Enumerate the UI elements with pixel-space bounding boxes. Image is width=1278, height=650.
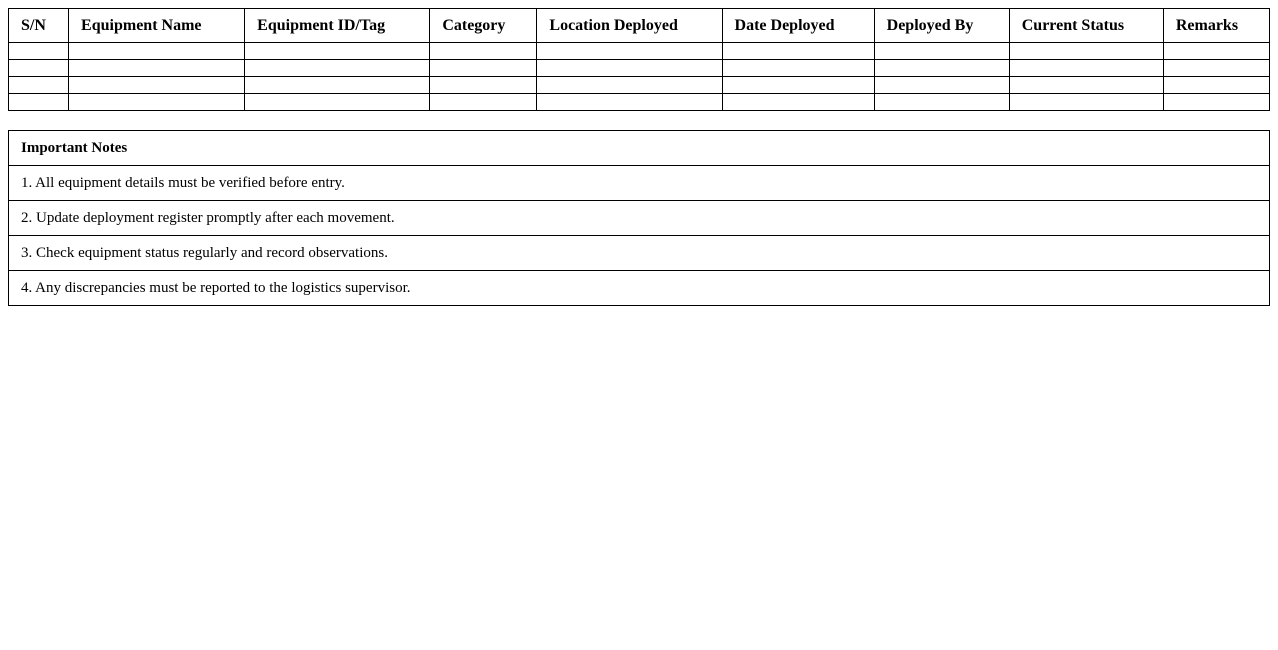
- table-cell[interactable]: [69, 43, 245, 60]
- table-row: [9, 43, 1270, 60]
- table-row: [9, 60, 1270, 77]
- note-item: 3. Check equipment status regularly and record observations.: [9, 236, 1270, 271]
- table-cell[interactable]: [245, 43, 430, 60]
- column-header-equipment-id-tag: Equipment ID/Tag: [245, 9, 430, 43]
- table-cell[interactable]: [245, 94, 430, 111]
- table-cell[interactable]: [69, 94, 245, 111]
- table-cell[interactable]: [1009, 77, 1163, 94]
- notes-row: [9, 166, 1270, 201]
- table-cell[interactable]: [430, 77, 537, 94]
- note-item: 2. Update deployment register promptly after each movement.: [9, 201, 1270, 236]
- table-cell[interactable]: [430, 60, 537, 77]
- table-cell[interactable]: [1163, 43, 1269, 60]
- table-cell[interactable]: [874, 43, 1009, 60]
- table-cell[interactable]: [430, 43, 537, 60]
- table-cell[interactable]: [874, 94, 1009, 111]
- table-cell[interactable]: [9, 60, 69, 77]
- notes-title: Important Notes: [9, 131, 1270, 166]
- table-row: [9, 94, 1270, 111]
- table-cell[interactable]: [9, 43, 69, 60]
- table-cell[interactable]: [874, 77, 1009, 94]
- column-header-equipment-name: Equipment Name: [69, 9, 245, 43]
- equipment-deployment-table: [8, 8, 1270, 111]
- notes-row: [9, 201, 1270, 236]
- table-row: [9, 77, 1270, 94]
- table-cell[interactable]: [9, 77, 69, 94]
- column-header-location-deployed: Location Deployed: [537, 9, 722, 43]
- table-cell[interactable]: [69, 60, 245, 77]
- table-cell[interactable]: [1163, 94, 1269, 111]
- table-cell[interactable]: [69, 77, 245, 94]
- column-header-sn: S/N: [9, 9, 69, 43]
- table-cell[interactable]: [430, 94, 537, 111]
- column-header-current-status: Current Status: [1009, 9, 1163, 43]
- table-cell[interactable]: [9, 94, 69, 111]
- notes-row: [9, 271, 1270, 306]
- notes-header-row: [9, 131, 1270, 166]
- note-item: 1. All equipment details must be verified before entry.: [9, 166, 1270, 201]
- table-cell[interactable]: [537, 94, 722, 111]
- column-header-category: Category: [430, 9, 537, 43]
- table-cell[interactable]: [1009, 60, 1163, 77]
- notes-row: [9, 236, 1270, 271]
- table-cell[interactable]: [537, 60, 722, 77]
- column-header-date-deployed: Date Deployed: [722, 9, 874, 43]
- table-header-row: [9, 9, 1270, 43]
- table-cell[interactable]: [245, 60, 430, 77]
- important-notes-table: [8, 130, 1270, 306]
- table-cell[interactable]: [245, 77, 430, 94]
- table-cell[interactable]: [1009, 94, 1163, 111]
- table-cell[interactable]: [1163, 77, 1269, 94]
- table-cell[interactable]: [874, 60, 1009, 77]
- column-header-deployed-by: Deployed By: [874, 9, 1009, 43]
- column-header-remarks: Remarks: [1163, 9, 1269, 43]
- table-cell[interactable]: [722, 43, 874, 60]
- table-cell[interactable]: [537, 77, 722, 94]
- table-cell[interactable]: [1163, 60, 1269, 77]
- note-item: 4. Any discrepancies must be reported to the logistics supervisor.: [9, 271, 1270, 306]
- table-cell[interactable]: [722, 60, 874, 77]
- table-cell[interactable]: [722, 94, 874, 111]
- table-cell[interactable]: [722, 77, 874, 94]
- table-cell[interactable]: [1009, 43, 1163, 60]
- table-cell[interactable]: [537, 43, 722, 60]
